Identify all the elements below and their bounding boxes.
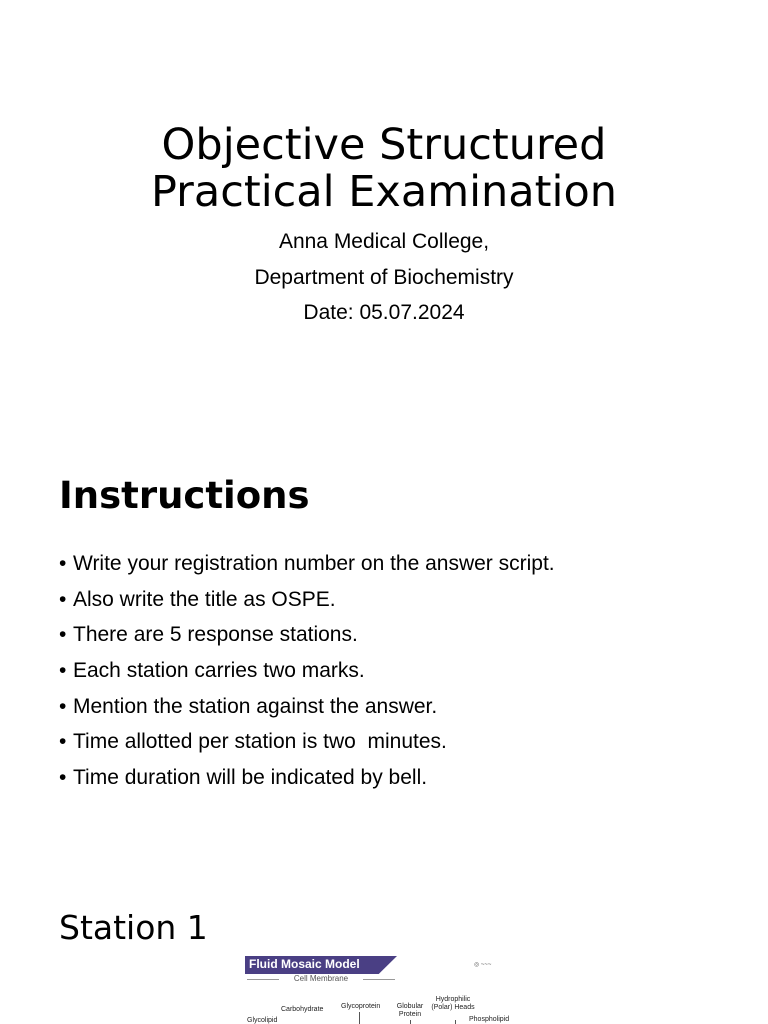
instructions-list	[59, 550, 555, 800]
institution-name: Anna Medical College,	[278, 230, 490, 253]
instruction-item	[59, 586, 555, 622]
label-carbohydrate: Carbohydrate	[281, 1006, 324, 1013]
instruction-item	[59, 657, 555, 693]
station-heading: Station 1	[59, 908, 208, 947]
instruction-text: Time allotted per station is two minutes.	[73, 730, 447, 754]
instruction-text: Also write the title as OSPE.	[73, 587, 336, 611]
instruction-text: Write your registration number on the answer script.	[73, 552, 555, 575]
bullet-icon: •	[59, 694, 67, 718]
figure-banner-text: Fluid Mosaic Model	[249, 957, 360, 971]
pointer-line	[455, 1020, 456, 1024]
department-name: Department of Biochemistry	[254, 266, 514, 289]
instructions-heading: Instructions	[59, 474, 310, 517]
instruction-item	[59, 550, 555, 586]
title-line-1: Objective Structured	[161, 120, 607, 170]
divider	[363, 979, 395, 980]
label-glycoprotein: Glycoprotein	[341, 1003, 381, 1010]
bullet-icon: •	[59, 587, 67, 611]
instruction-item	[59, 728, 555, 764]
label-globular-protein: Globular Protein	[396, 1003, 424, 1018]
title-line-2: Practical Examination	[150, 167, 618, 217]
fluid-mosaic-figure	[245, 956, 521, 1024]
slide-title	[0, 122, 768, 216]
instruction-item	[59, 621, 555, 657]
bullet-icon: •	[59, 623, 67, 647]
bullet-icon: •	[59, 552, 67, 575]
label-hydrophilic-heads: Hydrophilic (Polar) Heads	[431, 996, 475, 1011]
instruction-text: Each station carries two marks.	[73, 659, 365, 683]
label-phospholipid: Phospholipid	[469, 1016, 510, 1023]
instruction-text: Mention the station against the answer.	[73, 694, 438, 718]
bullet-icon: •	[59, 659, 67, 683]
instruction-item	[59, 764, 555, 800]
instruction-item	[59, 693, 555, 729]
logo-icon: ◎ ~~~	[474, 962, 492, 968]
pointer-line	[359, 1012, 360, 1024]
bullet-icon: •	[59, 766, 67, 790]
label-glycolipid: Glycolipid	[247, 1017, 278, 1024]
figure-subtitle: Cell Membrane	[293, 974, 349, 983]
instruction-text: Time duration will be indicated by bell.	[73, 766, 428, 790]
bullet-icon: •	[59, 730, 67, 754]
pointer-line	[410, 1020, 411, 1024]
exam-date: Date: 05.07.2024	[303, 301, 465, 324]
instruction-text: There are 5 response stations.	[73, 623, 358, 647]
